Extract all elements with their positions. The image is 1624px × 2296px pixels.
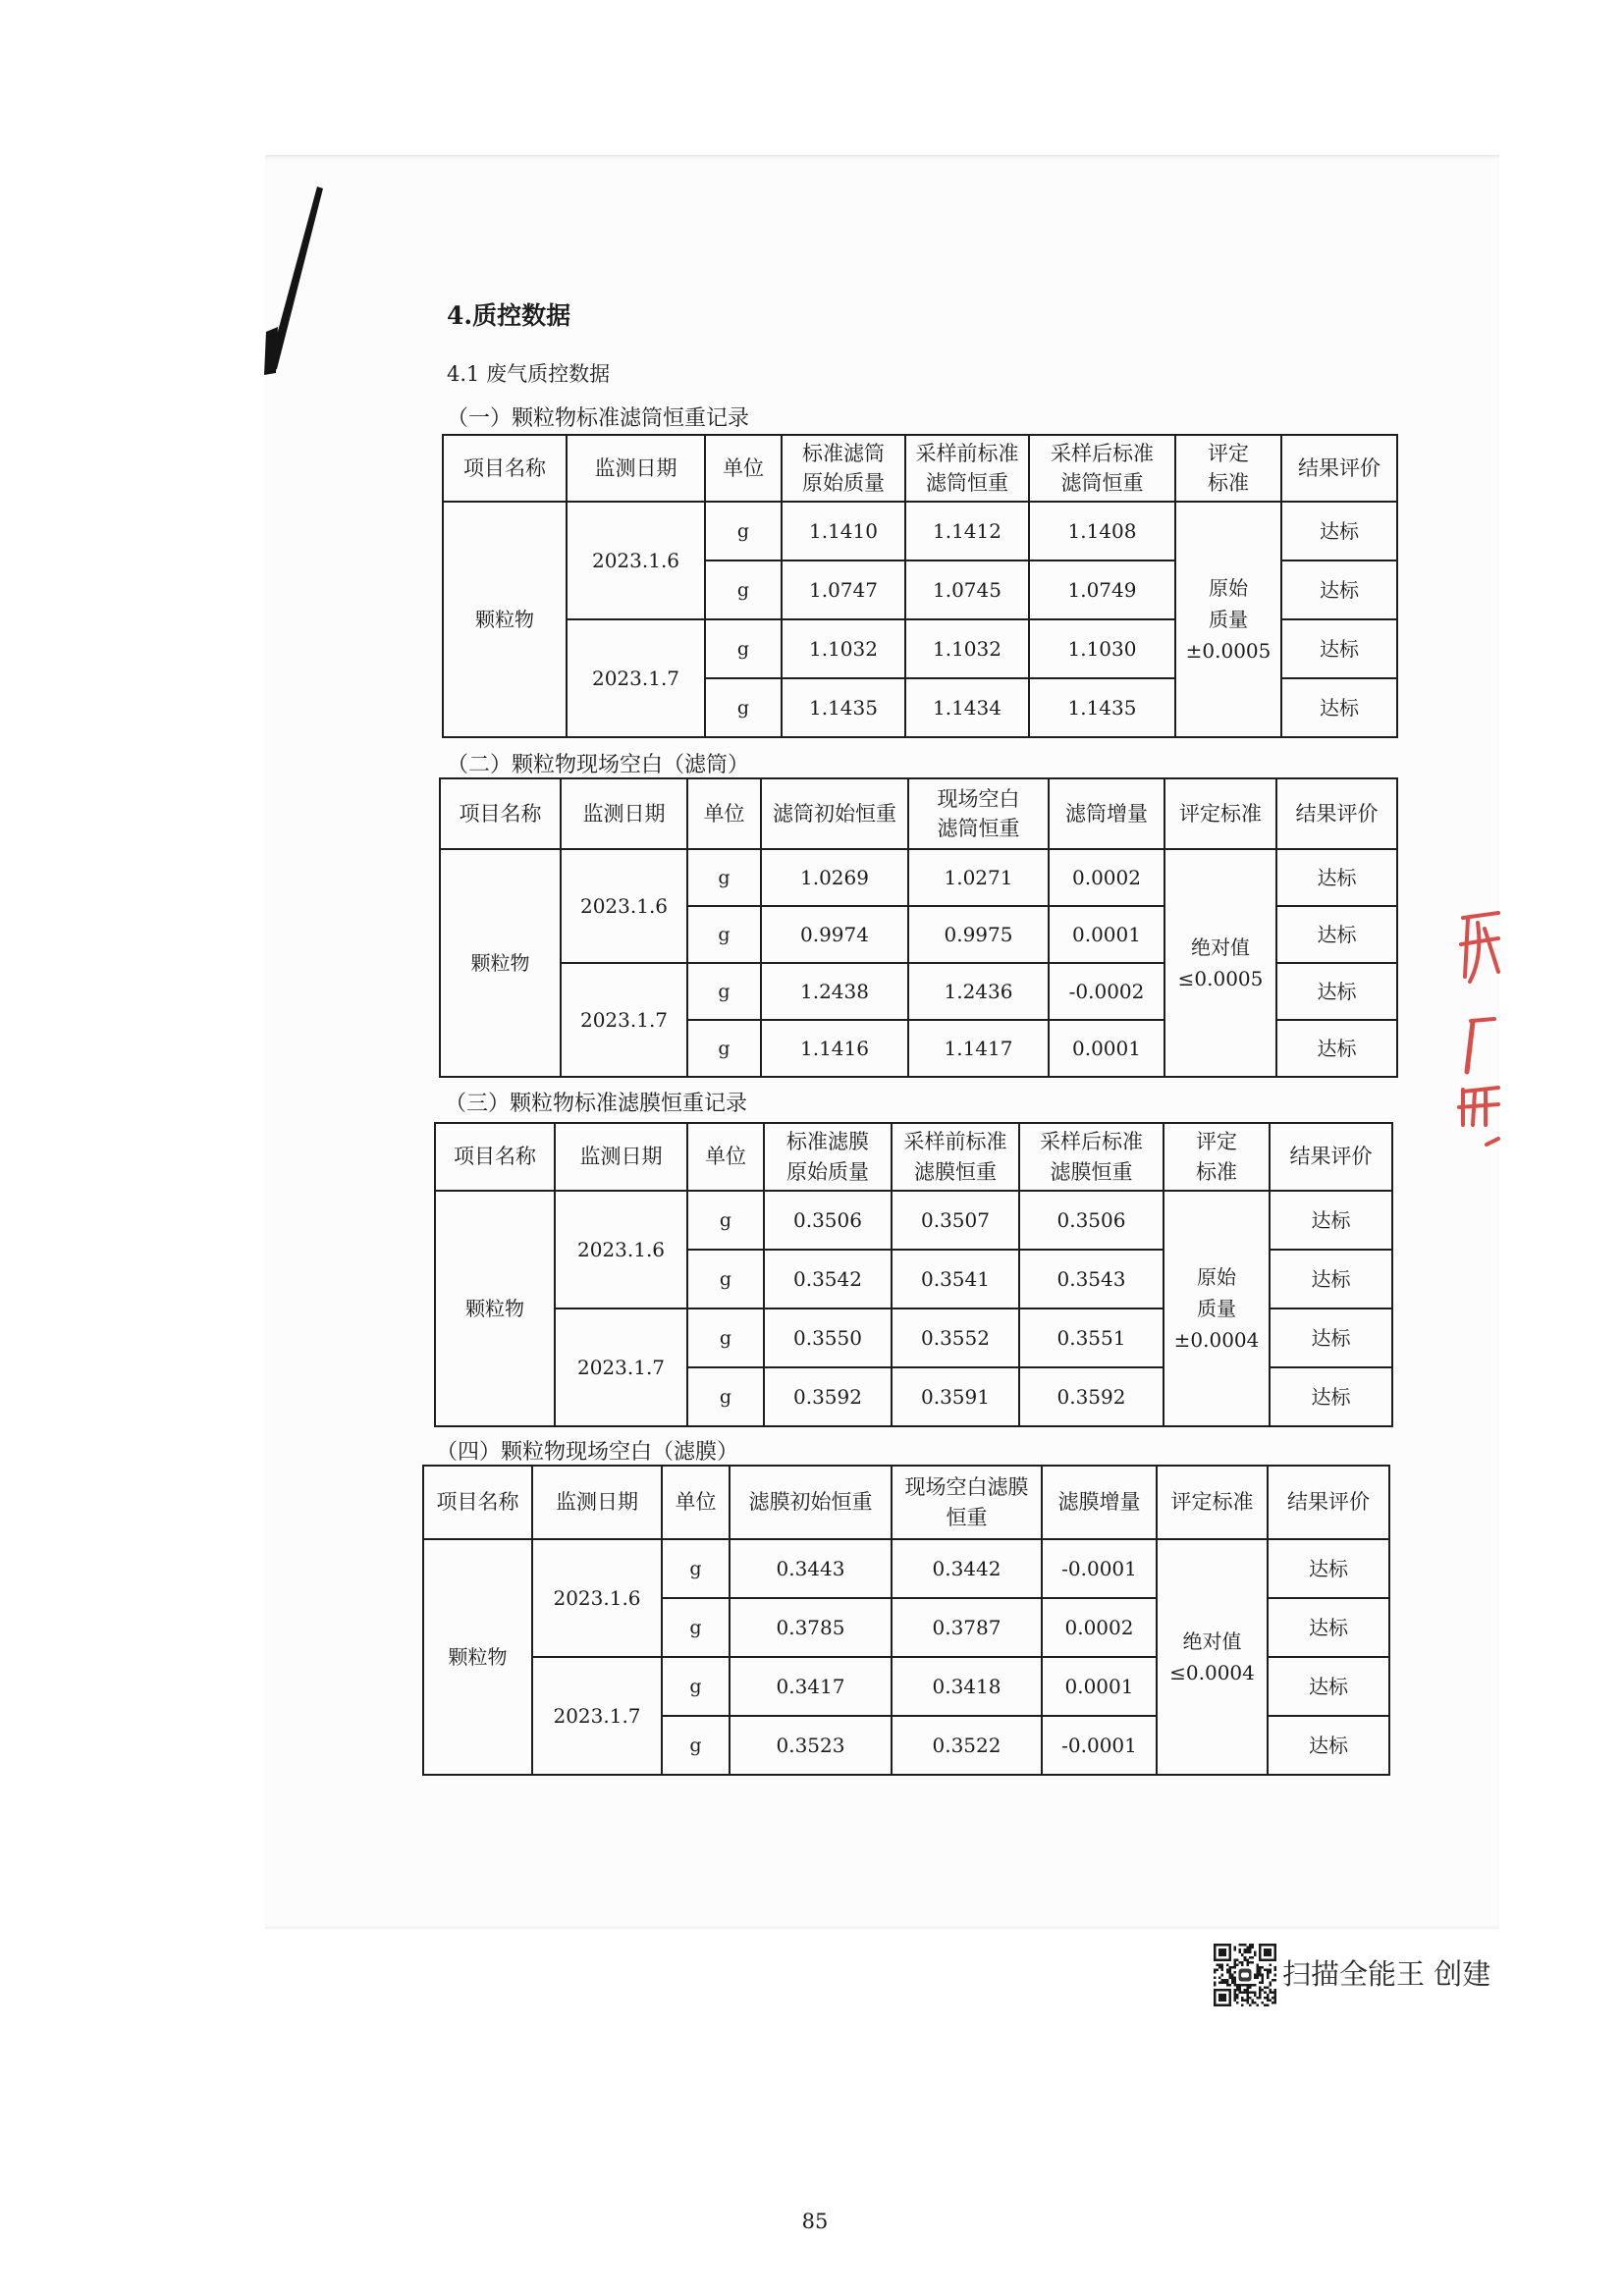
date-cell: 2023.1.6 [561, 849, 687, 963]
column-header: 结果评价 [1270, 1123, 1392, 1191]
column-header: 标准滤膜 原始质量 [764, 1123, 892, 1191]
value-cell: 0.3507 [892, 1191, 1019, 1250]
table-body [435, 1191, 1392, 1426]
table-row [440, 849, 1397, 906]
value-cell: 1.1030 [1029, 619, 1175, 678]
column-header: 滤膜增量 [1042, 1466, 1157, 1539]
criterion-cell: 绝对值 ≤0.0004 [1157, 1539, 1268, 1775]
column-header: 滤筒增量 [1049, 778, 1164, 849]
unit-cell: g [662, 1539, 730, 1598]
column-header: 评定 标准 [1164, 1123, 1270, 1191]
unit-cell: g [687, 1308, 764, 1367]
result-cell: 达标 [1268, 1598, 1389, 1657]
column-header: 现场空白滤膜 恒重 [892, 1466, 1042, 1539]
result-cell: 达标 [1270, 1250, 1392, 1308]
date-cell: 2023.1.7 [532, 1657, 662, 1775]
result-cell: 达标 [1268, 1539, 1389, 1598]
value-cell: 1.0271 [908, 849, 1049, 906]
column-header: 滤膜初始恒重 [730, 1466, 892, 1539]
value-cell: 0.3506 [1019, 1191, 1164, 1250]
value-cell: 1.1435 [782, 678, 905, 737]
value-cell: 0.3592 [1019, 1367, 1164, 1426]
column-header: 单位 [662, 1466, 730, 1539]
value-cell: 0.9975 [908, 906, 1049, 963]
value-cell: 0.3591 [892, 1367, 1019, 1426]
result-cell: 达标 [1270, 1367, 1392, 1426]
result-cell: 达标 [1281, 619, 1397, 678]
column-header: 结果评价 [1281, 435, 1397, 502]
result-cell: 达标 [1276, 906, 1397, 963]
column-header: 监测日期 [555, 1123, 687, 1191]
value-cell: -0.0001 [1042, 1716, 1157, 1775]
unit-cell: g [687, 849, 761, 906]
page-number: 85 [801, 2210, 829, 2233]
value-cell: 0.3787 [892, 1598, 1042, 1657]
value-cell: 1.1416 [761, 1020, 908, 1077]
value-cell: 0.3785 [730, 1598, 892, 1657]
unit-cell: g [662, 1598, 730, 1657]
value-cell: 0.9974 [761, 906, 908, 963]
value-cell: 1.1435 [1029, 678, 1175, 737]
unit-cell: g [687, 1250, 764, 1308]
table-field-blank-filter-membrane [422, 1465, 1390, 1776]
result-cell: 达标 [1268, 1657, 1389, 1716]
column-header: 结果评价 [1276, 778, 1397, 849]
table-body [440, 849, 1397, 1077]
value-cell: -0.0002 [1049, 963, 1164, 1020]
value-cell: 0.0001 [1042, 1657, 1157, 1716]
column-header: 项目名称 [423, 1466, 532, 1539]
header-row [440, 778, 1397, 849]
table-row [435, 1191, 1392, 1250]
column-header: 评定标准 [1157, 1466, 1268, 1539]
column-header: 采样后标准 滤筒恒重 [1029, 435, 1175, 502]
subsection-title: 4.1 废气质控数据 [447, 362, 611, 386]
criterion-cell: 原始 质量 ±0.0005 [1175, 502, 1281, 737]
value-cell: 0.0002 [1049, 849, 1164, 906]
value-cell: -0.0001 [1042, 1539, 1157, 1598]
item-name-cell: 颗粒物 [440, 849, 561, 1077]
item-name-cell: 颗粒物 [423, 1539, 532, 1775]
value-cell: 0.0001 [1049, 1020, 1164, 1077]
date-cell: 2023.1.6 [532, 1539, 662, 1657]
value-cell: 0.3541 [892, 1250, 1019, 1308]
date-cell: 2023.1.6 [555, 1191, 687, 1308]
date-cell: 2023.1.7 [555, 1308, 687, 1426]
unit-cell: g [687, 906, 761, 963]
value-cell: 1.1417 [908, 1020, 1049, 1077]
unit-cell: g [705, 678, 782, 737]
result-cell: 达标 [1281, 561, 1397, 619]
value-cell: 1.0747 [782, 561, 905, 619]
header-row [435, 1123, 1392, 1191]
value-cell: 0.3552 [892, 1308, 1019, 1367]
qr-code-icon [1214, 1944, 1276, 2006]
column-header: 单位 [687, 1123, 764, 1191]
table-caption: （三）颗粒物标准滤膜恒重记录 [445, 1092, 748, 1116]
value-cell: 1.0269 [761, 849, 908, 906]
unit-cell: g [662, 1716, 730, 1775]
result-cell: 达标 [1276, 849, 1397, 906]
table-row [443, 502, 1397, 561]
unit-cell: g [687, 963, 761, 1020]
column-header: 现场空白 滤筒恒重 [908, 778, 1049, 849]
unit-cell: g [687, 1191, 764, 1250]
date-cell: 2023.1.6 [567, 502, 705, 619]
table-standard-filter-membrane-weighing [434, 1122, 1393, 1427]
scanner-watermark: 扫描全能王 创建 [1282, 1957, 1491, 1991]
item-name-cell: 颗粒物 [435, 1191, 555, 1426]
unit-cell: g [705, 561, 782, 619]
table-header [435, 1123, 1392, 1191]
column-header: 评定 标准 [1175, 435, 1281, 502]
result-cell: 达标 [1276, 963, 1397, 1020]
value-cell: 1.1408 [1029, 502, 1175, 561]
column-header: 评定标准 [1164, 778, 1276, 849]
table-standard-filter-cartridge-weighing [442, 434, 1398, 738]
value-cell: 0.0002 [1042, 1598, 1157, 1657]
value-cell: 0.3506 [764, 1191, 892, 1250]
value-cell: 0.3442 [892, 1539, 1042, 1598]
criterion-cell: 绝对值 ≤0.0005 [1164, 849, 1276, 1077]
table-caption: （二）颗粒物现场空白（滤筒） [447, 753, 750, 777]
header-row [423, 1466, 1389, 1539]
value-cell: 0.3551 [1019, 1308, 1164, 1367]
value-cell: 0.3550 [764, 1308, 892, 1367]
value-cell: 1.1412 [905, 502, 1029, 561]
result-cell: 达标 [1270, 1308, 1392, 1367]
table-header [423, 1466, 1389, 1539]
column-header: 项目名称 [435, 1123, 555, 1191]
unit-cell: g [705, 502, 782, 561]
value-cell: 0.3418 [892, 1657, 1042, 1716]
value-cell: 0.3542 [764, 1250, 892, 1308]
value-cell: 0.3417 [730, 1657, 892, 1716]
unit-cell: g [705, 619, 782, 678]
table-header [443, 435, 1397, 502]
column-header: 监测日期 [567, 435, 705, 502]
column-header: 单位 [687, 778, 761, 849]
column-header: 采样前标准 滤膜恒重 [892, 1123, 1019, 1191]
table-caption: （四）颗粒物现场空白（滤膜） [436, 1440, 739, 1465]
table-caption: （一）颗粒物标准滤筒恒重记录 [447, 406, 750, 431]
column-header: 项目名称 [440, 778, 561, 849]
table-row [423, 1539, 1389, 1598]
result-cell: 达标 [1281, 678, 1397, 737]
column-header: 项目名称 [443, 435, 567, 502]
result-cell: 达标 [1276, 1020, 1397, 1077]
value-cell: 1.0749 [1029, 561, 1175, 619]
item-name-cell: 颗粒物 [443, 502, 567, 737]
value-cell: 0.3522 [892, 1716, 1042, 1775]
value-cell: 0.3523 [730, 1716, 892, 1775]
date-cell: 2023.1.7 [561, 963, 687, 1077]
column-header: 采样后标准 滤膜恒重 [1019, 1123, 1164, 1191]
date-cell: 2023.1.7 [567, 619, 705, 737]
column-header: 结果评价 [1268, 1466, 1389, 1539]
value-cell: 0.3443 [730, 1539, 892, 1598]
table-body [423, 1539, 1389, 1775]
value-cell: 1.0745 [905, 561, 1029, 619]
column-header: 监测日期 [532, 1466, 662, 1539]
section-title: 4.质控数据 [447, 301, 571, 330]
value-cell: 1.2438 [761, 963, 908, 1020]
table-header [440, 778, 1397, 849]
value-cell: 1.1032 [782, 619, 905, 678]
column-header: 滤筒初始恒重 [761, 778, 908, 849]
result-cell: 达标 [1270, 1191, 1392, 1250]
column-header: 单位 [705, 435, 782, 502]
result-cell: 达标 [1281, 502, 1397, 561]
column-header: 标准滤筒 原始质量 [782, 435, 905, 502]
value-cell: 0.3543 [1019, 1250, 1164, 1308]
value-cell: 0.0001 [1049, 906, 1164, 963]
unit-cell: g [687, 1020, 761, 1077]
value-cell: 0.3592 [764, 1367, 892, 1426]
unit-cell: g [662, 1657, 730, 1716]
column-header: 监测日期 [561, 778, 687, 849]
criterion-cell: 原始 质量 ±0.0004 [1164, 1191, 1270, 1426]
table-body [443, 502, 1397, 737]
value-cell: 1.1410 [782, 502, 905, 561]
column-header: 采样前标准 滤筒恒重 [905, 435, 1029, 502]
unit-cell: g [687, 1367, 764, 1426]
header-row [443, 435, 1397, 502]
value-cell: 1.1032 [905, 619, 1029, 678]
result-cell: 达标 [1268, 1716, 1389, 1775]
value-cell: 1.2436 [908, 963, 1049, 1020]
value-cell: 1.1434 [905, 678, 1029, 737]
table-field-blank-filter-cartridge [439, 777, 1398, 1078]
